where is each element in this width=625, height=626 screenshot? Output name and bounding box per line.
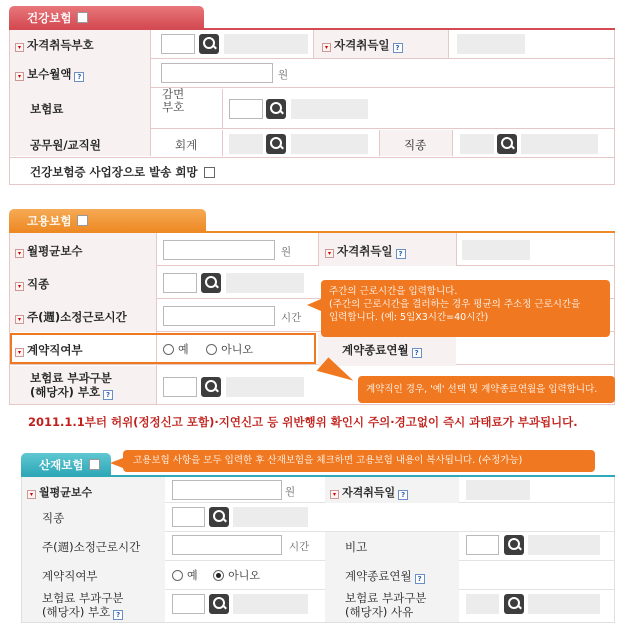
industrial-premium-reason-label: 보험료 부과구분 (해당자) 사유 [345, 591, 427, 619]
industrial-contract-options: 예 아니오 [172, 567, 260, 583]
help-icon: ? [74, 72, 84, 82]
industrial-premium-code-label: 보험료 부과구분 (해당자) 부호 ? [42, 591, 124, 619]
health-job-type-input[interactable] [460, 134, 494, 154]
health-monthly-pay-label: ▾ 보수월액 ? [15, 66, 84, 82]
search-icon[interactable] [266, 134, 286, 154]
search-icon[interactable] [266, 99, 286, 119]
industrial-premium-reason-input[interactable] [466, 594, 499, 614]
help-icon: ? [415, 574, 425, 584]
employment-insurance-title: 고용보험 [27, 214, 72, 228]
search-icon[interactable] [497, 134, 517, 154]
industrial-premium-code-name [233, 594, 308, 614]
search-icon[interactable] [209, 507, 229, 527]
industrial-contract-end-label: 계약종료연월 ? [345, 568, 425, 584]
industrial-premium-code-input[interactable] [172, 594, 205, 614]
industrial-job-type-input[interactable] [172, 507, 205, 527]
employment-premium-code-input[interactable] [163, 377, 197, 397]
health-certificate-checkbox[interactable] [204, 167, 215, 178]
help-icon: ? [113, 610, 123, 620]
help-icon: ? [412, 348, 422, 358]
industrial-contract-label: 계약직여부 [42, 569, 98, 583]
industrial-insurance-title: 산재보험 [39, 458, 84, 472]
employment-avg-pay-input[interactable] [163, 240, 275, 260]
employment-contract-options: 예 아니오 [163, 341, 253, 357]
callout-weekly-hours: 주간의 근로시간을 입력합니다. (주간의 근로시간을 결러하는 경우 평균의 주소정 근로시간을 입력합니다. (예: 5일X3시간=40시간) [321, 280, 610, 337]
industrial-remarks-name [528, 535, 600, 555]
health-unit-won: 원 [278, 69, 289, 81]
industrial-premium-reason-name [528, 594, 600, 614]
industrial-insurance-checkbox[interactable] [89, 459, 100, 470]
employment-insurance-checkbox[interactable] [77, 215, 88, 226]
health-reduction-code-name [291, 99, 368, 119]
industrial-contract-yes-radio[interactable] [172, 570, 183, 581]
health-acq-code-label: ▾ 자격취득부호 [15, 37, 94, 53]
employment-job-type-input[interactable] [163, 273, 197, 293]
health-insurance-tab [9, 6, 204, 28]
help-icon: ? [103, 390, 113, 400]
help-icon: ? [396, 249, 406, 259]
search-icon[interactable] [201, 377, 221, 397]
health-insurance-title: 건강보험 [27, 11, 72, 25]
health-civil-servant-label: 공무원/교직원 [30, 138, 101, 152]
contract-no-radio[interactable] [206, 344, 217, 355]
employment-weekly-hours-label: ▾ 주(週)소정근로시간 [15, 309, 127, 325]
industrial-unit-hours: 시간 [289, 541, 310, 553]
employment-warning: 2011.1.1부터 허위(정정신고 포함)·지연신고 등 위반행위 확인시 주의·경고없이 즉시 과태료가 부과됩니다. [28, 415, 578, 429]
health-job-type-label: 직종 [404, 138, 427, 152]
employment-contract-label: ▾ 계약직여부 [15, 342, 83, 358]
industrial-acq-date-input[interactable] [466, 480, 530, 500]
employment-acq-date-label: ▾ 자격취득일 ? [325, 243, 406, 259]
health-job-type-name [521, 134, 598, 154]
industrial-contract-no-radio[interactable] [213, 570, 224, 581]
search-icon[interactable] [504, 594, 524, 614]
employment-weekly-hours-input[interactable] [163, 306, 275, 326]
health-acq-code-name [224, 34, 308, 54]
industrial-avg-pay-input[interactable] [172, 480, 282, 500]
employment-insurance-tab [9, 209, 206, 231]
employment-unit-hours: 시간 [281, 312, 302, 324]
industrial-remarks-input[interactable] [466, 535, 499, 555]
health-certificate-label: 건강보험증 사업장으로 발송 희망 [30, 164, 215, 180]
health-account-label: 회계 [175, 138, 198, 152]
employment-premium-code-name [226, 377, 304, 397]
industrial-avg-pay-label: ▾ 월평균보수 [27, 484, 92, 500]
health-reduction-code-label: 감면 부호 [162, 87, 185, 114]
employment-job-type-name [226, 273, 304, 293]
industrial-weekly-hours-input[interactable] [172, 535, 282, 555]
employment-acq-date-input[interactable] [462, 240, 530, 260]
callout-contract: 계약직인 경우, '예' 선택 및 계약종료연월을 입력합니다. [358, 376, 615, 403]
employment-job-type-label: ▾ 직종 [15, 276, 49, 292]
search-icon[interactable] [504, 535, 524, 555]
industrial-acq-date-label: ▾ 자격취득일 ? [330, 484, 408, 500]
health-acq-code-input[interactable] [161, 34, 195, 54]
health-acq-date-label: ▾ 자격취득일 ? [322, 37, 403, 53]
callout-industrial: 고용보험 사항을 모두 입력한 후 산재보험을 체크하면 고용보험 내용이 복사됩니다. (수정가능) [123, 450, 595, 472]
employment-avg-pay-label: ▾ 월평균보수 [15, 243, 83, 259]
employment-unit-won: 원 [281, 246, 292, 258]
health-reduction-code-input[interactable] [229, 99, 263, 119]
employment-premium-code-label: 보험료 부과구분 (해당자) 부호 ? [30, 371, 112, 399]
search-icon[interactable] [209, 594, 229, 614]
health-insurance-checkbox[interactable] [77, 12, 88, 23]
health-account-name [291, 134, 368, 154]
industrial-job-type-label: 직종 [42, 511, 65, 525]
contract-yes-radio[interactable] [163, 344, 174, 355]
health-acq-date-input[interactable] [457, 34, 525, 54]
health-account-input[interactable] [229, 134, 263, 154]
industrial-insurance-tab [21, 453, 111, 475]
search-icon[interactable] [201, 273, 221, 293]
health-monthly-pay-input[interactable] [161, 63, 273, 83]
health-premium-label: 보험료 [30, 102, 64, 116]
help-icon: ? [398, 490, 408, 500]
industrial-unit-won: 원 [285, 486, 296, 498]
search-icon[interactable] [199, 34, 219, 54]
employment-contract-end-label: 계약종료연월 ? [342, 342, 422, 358]
industrial-remarks-label: 비고 [345, 540, 368, 554]
industrial-job-type-name [233, 507, 308, 527]
industrial-weekly-hours-label: 주(週)소정근로시간 [42, 540, 141, 554]
help-icon: ? [393, 43, 403, 53]
